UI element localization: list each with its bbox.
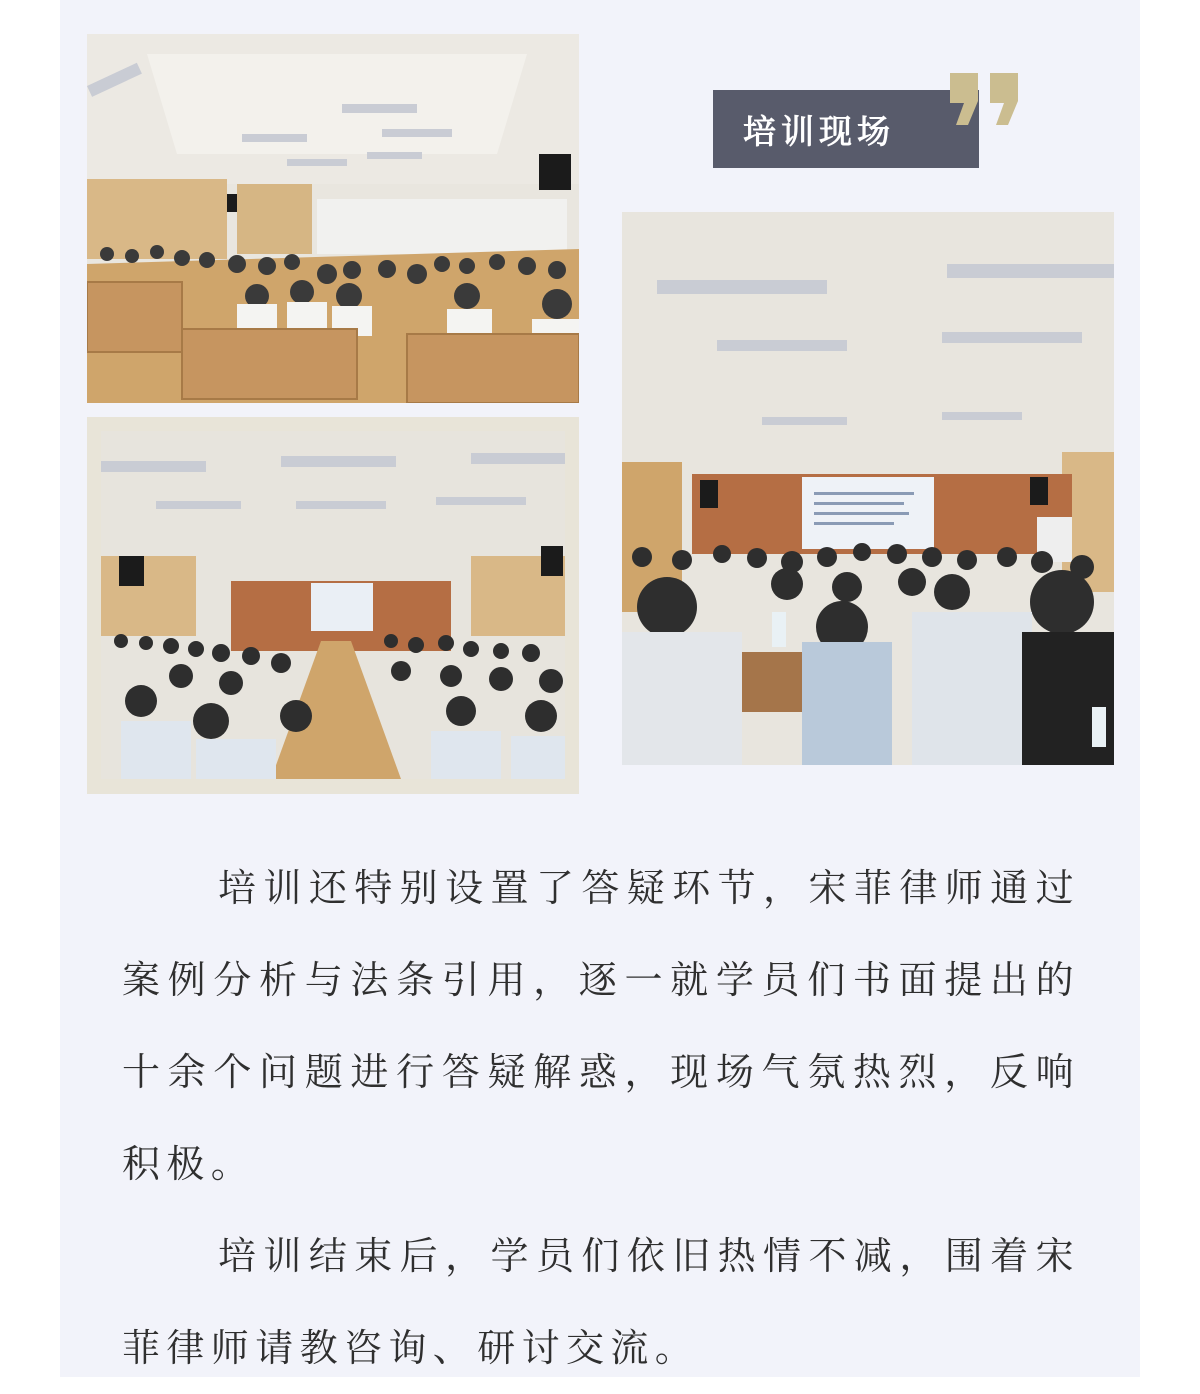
article-body (122, 842, 1080, 1394)
training-classroom-photo (87, 34, 579, 403)
training-lecture-hall-photo (101, 431, 565, 779)
article-paragraph: 培训结束后，学员们依旧热情不减，围着宋菲律师请教咨询、研讨交流。 (122, 1234, 1080, 1370)
article-page (60, 0, 1140, 1377)
article-paragraph: 培训还特别设置了答疑环节，宋菲律师通过案例分析与法条引用，逐一就学员们书面提出的十余个问题进行答疑解惑，现场气氛热烈，反响积极。 (122, 866, 1080, 1186)
training-audience-photo (622, 212, 1114, 765)
section-title-label: 培训现场 (743, 111, 895, 151)
photo-frame (87, 417, 579, 794)
quote-marks-icon (950, 73, 1025, 128)
section-title-tag (713, 90, 979, 168)
